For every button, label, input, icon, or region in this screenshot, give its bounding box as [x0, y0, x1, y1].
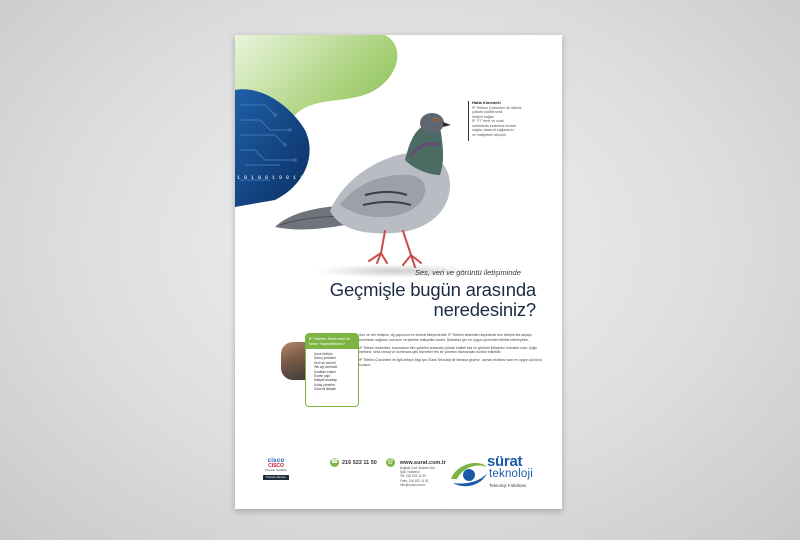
side-note-line: sağlar, tasarruf sağlarsınız: [472, 128, 515, 132]
headline-line-2: neredesiniz?: [433, 299, 536, 320]
address-block: [400, 466, 445, 487]
web-icon: @: [387, 459, 394, 465]
logo-swoosh-icon: [449, 457, 489, 491]
info-box: [305, 333, 359, 407]
address-line: Tel: 216 522 11 50: [400, 474, 426, 479]
poster-page: [235, 35, 562, 509]
website-link[interactable]: www.surat.com.tr: [399, 459, 446, 466]
info-box-item: • Tek ağ üzerinde: [314, 365, 355, 369]
info-box-item: • Hızlı ve verimli: [314, 361, 355, 365]
info-box-item: • Maliyet avantajı: [314, 378, 355, 382]
info-box-item: • Güvenli iletişim: [314, 387, 355, 391]
address-line: info@surat.com.tr: [400, 482, 426, 487]
headline: [330, 280, 536, 320]
logo-tagline: Teknoloji Fabrikası: [489, 483, 527, 488]
surat-teknoloji-logo: [449, 453, 559, 495]
side-note-line: IP 7/7 Yerel ve uzak: [472, 119, 504, 123]
phone-icon: ☎: [330, 459, 339, 465]
side-note-line: IP Telefon Çözümleri ile ofisiniz: [472, 105, 522, 110]
side-note-line: iletişim sağlar: [472, 114, 494, 119]
binary-digits: 1 0 1 0 0 1 0 0 1 1 0 0 1 0: [237, 175, 332, 181]
address-line: Bağdat Cad. Bostan Sok.: [400, 466, 436, 470]
info-box-item: • Süreç yönetimi: [314, 356, 355, 360]
body-paragraph: Ses ve veri iletişimi, ağ yapısının en önemli bileşenleridir. IP Telefon sistemleri sayesinde tüm iletişim tek altyapı üzerinden sağlanır, kurulum ve işletme maliyetleri azalır. Şirketiniz için en uygun çözümleri birlikte belirleyelim.: [359, 333, 532, 342]
cisco-badge-label: Premier Partner: [263, 475, 289, 481]
info-box-item: • Esnek yapı: [314, 374, 355, 378]
address-line: Şişli / İstanbul: [400, 470, 420, 475]
cisco-subtitle: Premier Certified: [265, 468, 287, 472]
info-box-item: • Uzaktan erişim: [314, 370, 355, 374]
phone-number: 216 522 11 50: [342, 459, 377, 466]
headline-line-1: Geçmişle bugün arasında: [329, 279, 536, 300]
person-photo: [281, 342, 305, 380]
body-paragraph: IP Telefon Çözümleri ile ilgili detaylı bilgi için Sürat Teknoloji ile temasa geçiniz, uzman ekibimiz size en uygun çözümü sunsun.: [359, 358, 542, 367]
side-note-line: yüksek kaliteli sesli: [472, 110, 503, 114]
side-note-line: ve maliyetleri düşürür: [472, 132, 507, 137]
body-paragraph: IP Telefon sistemleri, kurumların tüm şubeleri arasında yüksek kaliteli ses ve görüntü iletişimini mümkün kılar. Çağrı merkezi, sesli mesaj ve konferans gibi hizmetler tek bir yönetim ekranından kontrol edilebilir.: [359, 345, 538, 355]
logo-word-teknoloji: teknoloji: [489, 468, 533, 480]
cisco-partner-badge: [263, 458, 289, 480]
cisco-logo-text: cisco: [267, 458, 285, 464]
info-box-item: • Ucuz iletişim: [314, 352, 355, 356]
info-box-title: IP Telefon Sistemleri ile Neler Yapabilirsiniz?: [306, 334, 358, 349]
headline-eyebrow: Ses, veri ve görüntü iletişiminde: [415, 268, 521, 277]
info-box-list: [306, 349, 358, 392]
logo-word-surat: sürat: [487, 453, 523, 470]
side-note-line: noktalarda kesintisiz hizmet: [472, 123, 516, 128]
side-note: [472, 101, 536, 137]
side-note-heading: Hatla Kimedeki: [472, 100, 501, 105]
cisco-logo-caps: CISCO: [268, 463, 284, 469]
body-copy: [359, 333, 545, 371]
info-box-item: • Kolay yönetim: [314, 383, 355, 387]
address-line: Faks: 216 522 11 51: [400, 478, 429, 483]
side-note-rule: [468, 101, 469, 141]
